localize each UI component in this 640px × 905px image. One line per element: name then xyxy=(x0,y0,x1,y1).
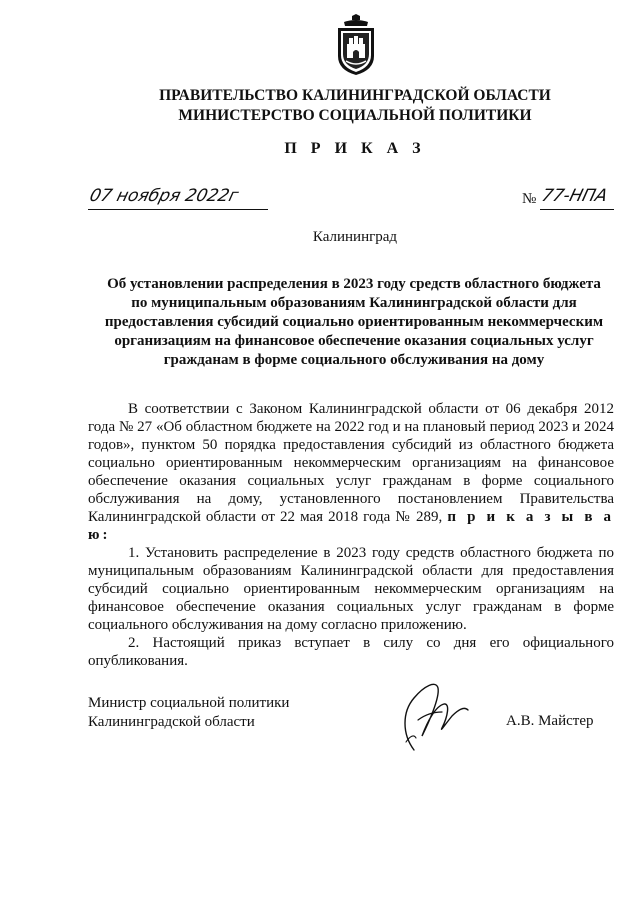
number-underline xyxy=(540,209,614,210)
order-word: п р и к а з ы в а ю: xyxy=(88,509,614,543)
number-sign: № xyxy=(522,191,537,207)
date-underline xyxy=(88,209,268,210)
city-name: Калининград xyxy=(312,229,398,245)
ministry-name: МИНИСТЕРСТВО СОЦИАЛЬНОЙ ПОЛИТИКИ xyxy=(178,107,532,124)
handwritten-number: 77-НПА xyxy=(539,186,610,206)
subject-line: гражданам в форме социального обслуживания на дому xyxy=(163,352,545,368)
handwritten-signature xyxy=(392,676,472,754)
position-line: Министр социальной политики xyxy=(88,695,290,711)
preamble-paragraph xyxy=(88,400,614,544)
subject-line: Об установлении распределения в 2023 году средств областного бюджета xyxy=(107,276,601,292)
subject-line: организациям на финансовое обеспечение оказания социальных услуг xyxy=(114,333,594,349)
signatory-name: А.В. Майстер xyxy=(506,713,594,729)
order-item-2: 2. Настоящий приказ вступает в силу со дня его официального опубликования. xyxy=(88,635,614,669)
date-field xyxy=(88,188,268,210)
preamble-text: В соответствии с Законом Калининградской области от 06 декабря 2012 года № 27 «Об областном бюджете на 2022 год и на плановый период 2023 и 2024 годов», пунктом 50 порядка предоставления субсидий из областного бюджета социально ориентированным некоммерческим организациям на финансовое обеспечение оказания социальных услуг гражданам в форме социального обслуживания на дому, установленного постановлением Правительства Калининградской области от 22 мая 2018 года № 289, xyxy=(88,401,614,525)
signatory-position xyxy=(88,694,289,732)
document-type: П Р И К А З xyxy=(284,140,426,157)
subject-line: по муниципальным образованиям Калининградской области для xyxy=(131,295,577,311)
handwritten-date: 07 ноября 2022г xyxy=(87,186,241,206)
number-field xyxy=(522,188,614,210)
position-line: Калининградской области xyxy=(88,714,255,730)
order-item-1: 1. Установить распределение в 2023 году средств областного бюджета по муниципальным образованиям Калининградской области для предоставления субсидий социально ориентированным некоммерческим организациям на финансовое обеспечение оказания социальных услуг гражданам в форме социального обслуживания на дому согласно приложению. xyxy=(88,545,614,633)
issuer-header xyxy=(0,86,640,126)
coat-of-arms-icon xyxy=(334,14,378,76)
subject-line: предоставления субсидий социально ориентированным некоммерческим xyxy=(104,314,604,330)
document-subject xyxy=(88,275,620,370)
document-body xyxy=(88,400,614,670)
government-name: ПРАВИТЕЛЬСТВО КАЛИНИНГРАДСКОЙ ОБЛАСТИ xyxy=(159,87,551,104)
